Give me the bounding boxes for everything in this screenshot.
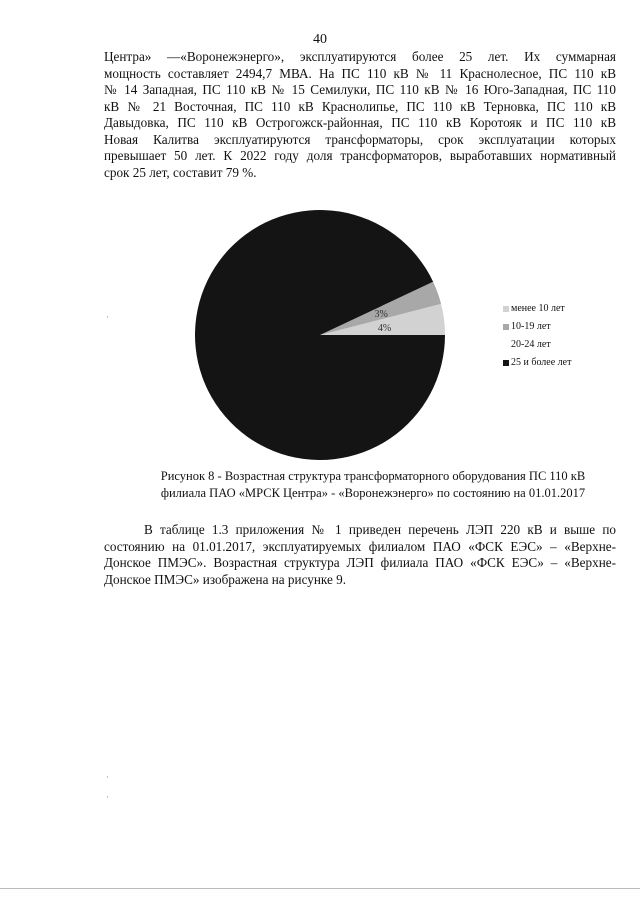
- paragraph-line: Центра» —«Воронежэнерго», эксплуатируются более 25 лет. Их суммарная: [104, 49, 616, 64]
- paragraph-line: № 14 Западная, ПС 110 кВ № 15 Семилуки, ПС 110 кВ № 16 Юго-Западная, ПС 110: [104, 82, 616, 97]
- scan-speck: ·: [106, 792, 109, 802]
- page-bottom-rule: [0, 888, 640, 889]
- legend-swatch-icon: [503, 306, 509, 312]
- body-paragraph-2: [104, 522, 616, 588]
- paragraph-line: Донское ПМЭС» изображена на рисунке 9.: [104, 571, 347, 587]
- body-paragraph-1: [104, 49, 616, 181]
- legend-label: 10-19 лет: [511, 321, 551, 332]
- pie-data-label: 3%: [374, 308, 388, 320]
- page-number: 40: [313, 32, 327, 47]
- legend-item: [503, 300, 571, 318]
- figure-caption: [148, 468, 598, 502]
- paragraph-line: В таблице 1.3 приложения № 1 приведен перечень ЛЭП 220 кВ и выше по: [144, 522, 616, 537]
- paragraph-line: Донское ПМЭС». Возрастная структура ЛЭП филиала ПАО «ФСК ЕЭС» – «Верхне-: [104, 555, 616, 570]
- scan-speck: ·: [106, 772, 109, 782]
- legend-label: менее 10 лет: [511, 303, 565, 314]
- legend-item: [503, 354, 571, 372]
- chart-legend: [503, 300, 571, 372]
- paragraph-line: кВ № 21 Восточная, ПС 110 кВ Краснолипье, ПС 110 кВ Терновка, ПС 110 кВ: [104, 98, 616, 114]
- paragraph-line: срок 25 лет, составит 79 %.: [104, 164, 257, 180]
- paragraph-line: Давыдовка, ПС 110 кВ Острогожск-районная, ПС 110 кВ Коротояк и ПС 110 кВ: [104, 115, 616, 130]
- paragraph-line: состоянию на 01.01.2017, эксплуатируемых филиалом ПАО «ФСК ЕЭС» – «Верхне-: [104, 538, 616, 554]
- scan-speck: ·: [106, 312, 109, 322]
- caption-line: Рисунок 8 - Возрастная структура трансформаторного оборудования ПС 110 кВ: [160, 469, 586, 483]
- legend-label: 20-24 лет: [511, 339, 551, 350]
- legend-swatch-icon: [503, 342, 509, 348]
- paragraph-line: Новая Калитва эксплуатируются трансформаторы, срок эксплуатации которых: [104, 131, 616, 147]
- paragraph-line: мощность составляет 2494,7 МВА. На ПС 110 кВ № 11 Краснолесное, ПС 110 кВ: [104, 65, 616, 81]
- caption-line: филиала ПАО «МРСК Центра» - «Воронежэнерго» по состоянию на 01.01.2017: [160, 486, 586, 500]
- legend-item: [503, 318, 571, 336]
- legend-swatch-icon: [503, 360, 509, 366]
- legend-label: 25 и более лет: [511, 357, 572, 368]
- age-structure-pie-chart: [190, 210, 450, 460]
- pie-data-label: 4%: [377, 322, 392, 334]
- pie-slice: [195, 210, 445, 460]
- legend-swatch-icon: [503, 324, 509, 330]
- legend-item: [503, 336, 571, 354]
- paragraph-line: превышает 50 лет. К 2022 году доля трансформаторов, выработавших нормативный: [104, 148, 616, 163]
